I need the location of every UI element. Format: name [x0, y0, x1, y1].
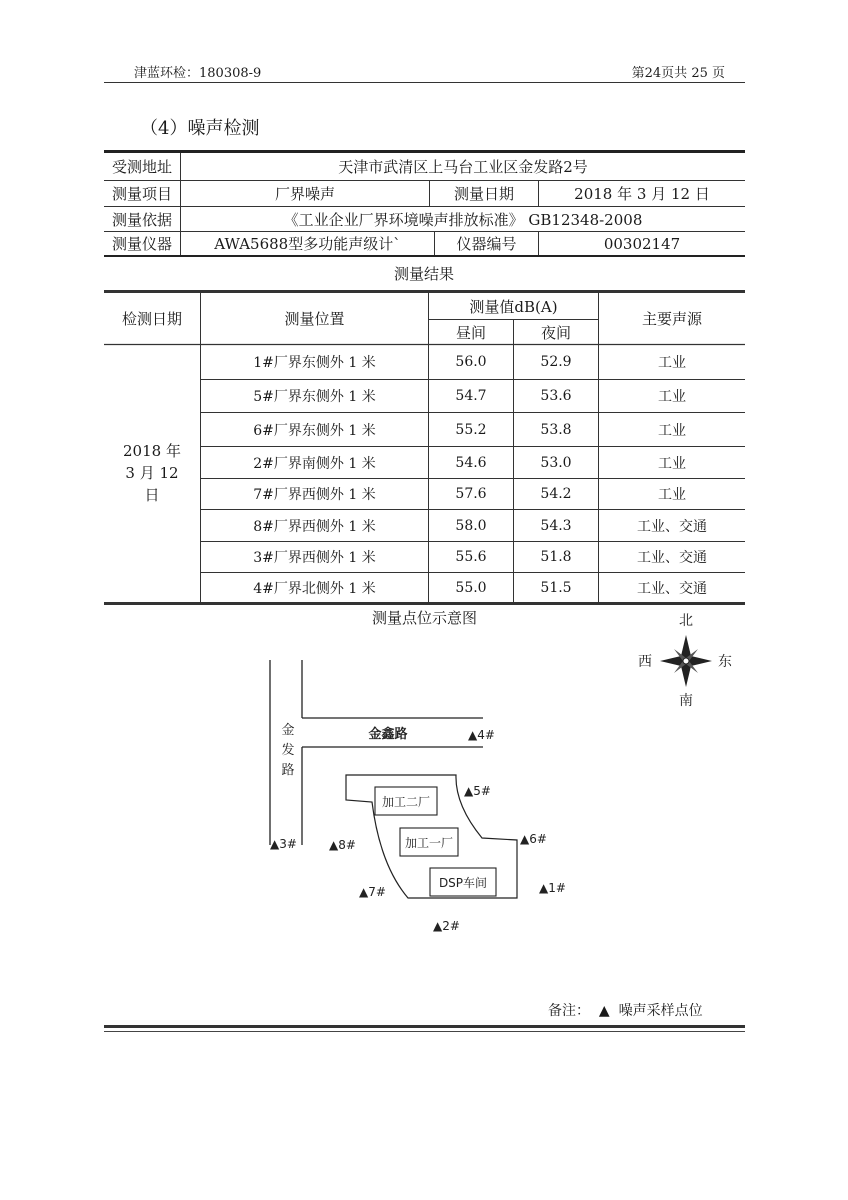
legend-note: 备注： ▲ 噪声采样点位 [548, 1003, 703, 1019]
section-title: （4）噪声检测 [140, 118, 260, 139]
col-date-header: 检测日期 [121, 310, 182, 328]
point-5: ▲5# [464, 784, 491, 798]
row-day: 54.7 [455, 388, 487, 404]
row-night: 51.8 [540, 549, 572, 565]
row-day: 56.0 [455, 354, 487, 370]
row-source: 工业、交通 [637, 518, 707, 535]
date-line-3: 日 [144, 486, 160, 504]
compass-west: 西 [638, 654, 652, 670]
point-4: ▲4# [468, 728, 495, 742]
row-source: 工业 [658, 389, 686, 405]
row-night: 51.5 [540, 580, 572, 596]
building-label-dsp: DSP车间 [438, 876, 488, 890]
road-west-label-1: 金 [281, 723, 295, 738]
row-position: 7#厂界西侧外 1 米 [253, 487, 376, 503]
row-position: 5#厂界东侧外 1 米 [253, 389, 376, 405]
compass-north: 北 [679, 613, 693, 629]
row-night: 52.9 [540, 354, 572, 370]
footer-rule-thick [104, 1025, 745, 1028]
date-label: 测量日期 [453, 185, 514, 203]
basis-value: 《工业企业厂界环境噪声排放标准》 GB12348-2008 [283, 210, 643, 229]
row-source: 工业 [658, 355, 686, 371]
date-value: 2018 年 3 月 12 日 [574, 185, 710, 203]
point-1: ▲1# [539, 881, 566, 895]
row-position: 4#厂界北侧外 1 米 [253, 581, 376, 597]
compass-east: 东 [718, 654, 732, 670]
col-position-header: 测量位置 [284, 310, 345, 328]
compass-south: 南 [679, 693, 693, 708]
road-north-label: 金鑫路 [368, 727, 408, 742]
col-value-header: 测量值dB(A) [469, 297, 558, 316]
row-position: 3#厂界西侧外 1 米 [253, 550, 376, 566]
col-day-header: 昼间 [455, 323, 486, 342]
row-night: 53.6 [540, 388, 572, 404]
row-position: 8#厂界西侧外 1 米 [253, 518, 376, 535]
point-3: ▲3# [270, 837, 297, 851]
row-source: 工业 [658, 455, 686, 472]
header-rule [104, 82, 745, 83]
page-number: 第24页共 25 页 [631, 66, 725, 81]
basis-label: 测量依据 [111, 210, 172, 229]
point-6: ▲6# [520, 832, 547, 846]
item-value: 厂界噪声 [274, 185, 335, 203]
point-7: ▲7# [359, 885, 386, 899]
address-label: 受测地址 [111, 158, 172, 176]
serial-value: 00302147 [603, 234, 681, 253]
doc-id: 津蓝环检：180308-9 [134, 66, 262, 81]
instrument-value: AWA5688型多功能声级计` [214, 235, 401, 253]
road-west-label-3: 路 [281, 763, 295, 778]
address-value: 天津市武清区上马台工业区金发路2号 [338, 158, 588, 176]
row-night: 54.3 [540, 517, 572, 534]
row-position: 1#厂界东侧外 1 米 [253, 355, 376, 371]
row-position: 2#厂界南侧外 1 米 [253, 455, 376, 472]
col-night-header: 夜间 [540, 323, 571, 342]
site-map [250, 650, 590, 950]
date-line-1: 2018 年 [123, 442, 181, 460]
instrument-label: 测量仪器 [111, 235, 172, 253]
row-day: 58.0 [455, 517, 487, 534]
row-source: 工业 [658, 487, 686, 503]
row-day: 55.6 [455, 549, 487, 565]
row-day: 57.6 [455, 486, 487, 502]
footer-rule-thin [104, 1031, 745, 1032]
row-source: 工业、交通 [637, 581, 707, 597]
row-position: 6#厂界东侧外 1 米 [253, 422, 376, 439]
building-label-1: 加工一厂 [404, 836, 454, 850]
row-source: 工业 [658, 422, 686, 439]
row-day: 54.6 [455, 454, 487, 471]
building-label-2: 加工二厂 [381, 795, 431, 809]
point-2: ▲2# [433, 919, 460, 933]
info-table [104, 150, 745, 257]
date-cell [104, 440, 200, 506]
results-title: 测量结果 [393, 265, 454, 283]
date-line-2: 3 月 12 [125, 464, 179, 482]
map-title: 测量点位示意图 [372, 609, 478, 627]
row-night: 53.8 [540, 421, 572, 438]
point-8: ▲8# [329, 838, 356, 852]
compass-rose-icon [630, 608, 740, 708]
serial-label: 仪器编号 [456, 235, 517, 253]
row-night: 54.2 [540, 486, 572, 502]
road-west-label-2: 发 [281, 743, 295, 758]
row-source: 工业、交通 [637, 550, 707, 566]
item-label: 测量项目 [111, 185, 172, 203]
row-day: 55.2 [455, 421, 487, 438]
results-table [104, 290, 745, 605]
row-day: 55.0 [455, 580, 487, 596]
col-source-header: 主要声源 [641, 310, 702, 328]
row-night: 53.0 [540, 454, 572, 471]
